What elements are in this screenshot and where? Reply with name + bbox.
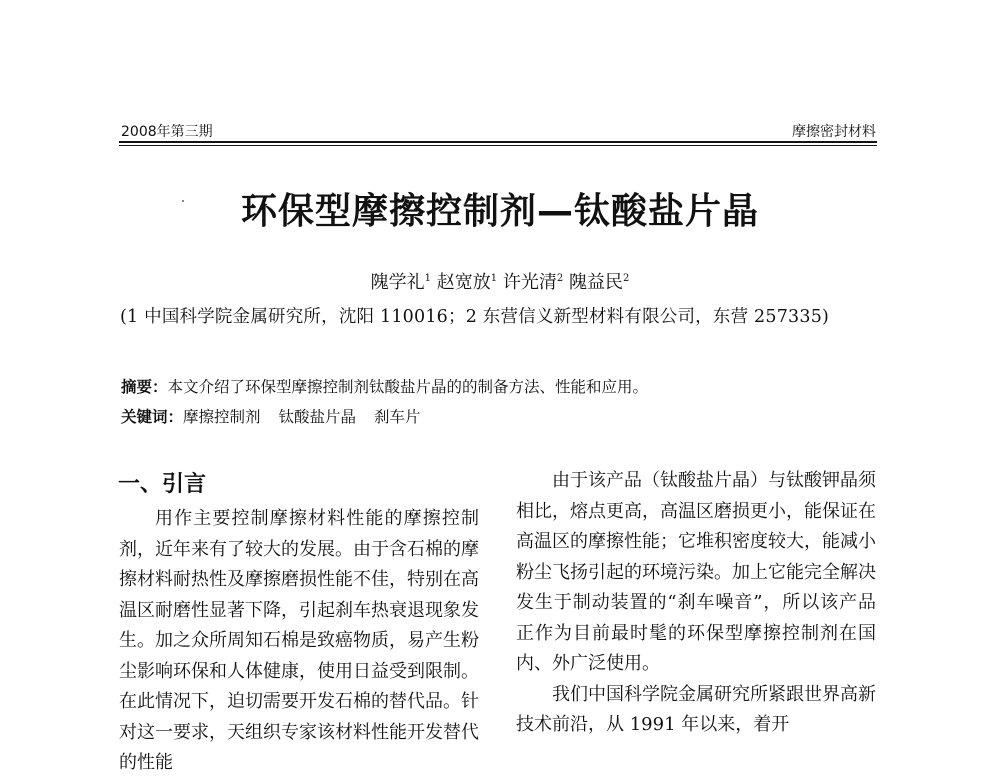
header-rule-thick <box>119 141 877 143</box>
abstract <box>121 375 648 397</box>
article-title: 环保型摩擦控制剂—钛酸盐片晶 <box>240 191 759 232</box>
journal-issue: 2008年第三期 <box>121 124 213 140</box>
keyword: 摩擦控制剂 <box>183 408 261 426</box>
body-paragraph: 用作主要控制摩擦材料性能的摩擦控制剂，近年来有了较大的发展。由于含石棉的摩擦材料耐热性及摩擦磨损性能不佳，特别在高温区耐磨性显著下降，引起刹车热衰退现象发生。加之众所周知石棉是致癌物质，易产生粉尘影响环保和人体健康，使用日益受到限制。在此情况下，迫切需要开发石棉的替代品。针对这一要求，天组织专家该材料性能开发替代的性能 <box>119 508 479 773</box>
keyword: 刹车片 <box>374 408 421 426</box>
keyword: 钛酸盐片晶 <box>278 408 357 426</box>
abstract-label: 摘要： <box>121 378 168 396</box>
author-affil-mark: 1 <box>424 273 432 284</box>
author-affil-mark: 2 <box>622 273 630 284</box>
author-name: 赵宽放 <box>436 272 491 293</box>
section-heading-introduction: 一、引言 <box>118 472 207 497</box>
body-paragraph: 由于该产品（钛酸盐片晶）与钛酸钾晶须相比，熔点更高，高温区磨损更小，能保证在高温区的摩擦性能；它堆积密度较大，能减小粉尘飞扬引起的环境污染。加上它能完全解决发生于制动装置的“刹车噪音”，所以该产品正作为目前最时髦的环保型摩擦控制剂在国内、外广泛使用。 <box>516 470 876 674</box>
author-affiliations: (1 中国科学院金属研究所，沈阳 110016；2 东营信义新型材料有限公司，东营 257335) <box>120 307 830 327</box>
author-name: 隗学礼 <box>370 272 425 293</box>
author-affil-mark: 1 <box>490 273 498 284</box>
right-column <box>516 466 876 741</box>
left-column <box>119 504 479 779</box>
body-paragraph: 我们中国科学院金属研究所紧跟世界高新技术前沿，从 1991 年以来，着开 <box>516 683 876 735</box>
author-affil-mark: 2 <box>556 273 564 284</box>
keywords <box>121 405 439 427</box>
journal-name: 摩擦密封材料 <box>792 124 876 140</box>
header-rule-thin <box>119 145 877 146</box>
author-list <box>0 268 1000 294</box>
abstract-text: 本文介绍了环保型摩擦控制剂钛酸盐片晶的的制备方法、性能和应用。 <box>167 378 649 396</box>
author-name: 隗益民 <box>568 272 623 293</box>
keywords-label: 关键词： <box>121 408 184 426</box>
author-name: 许光清 <box>502 272 557 293</box>
